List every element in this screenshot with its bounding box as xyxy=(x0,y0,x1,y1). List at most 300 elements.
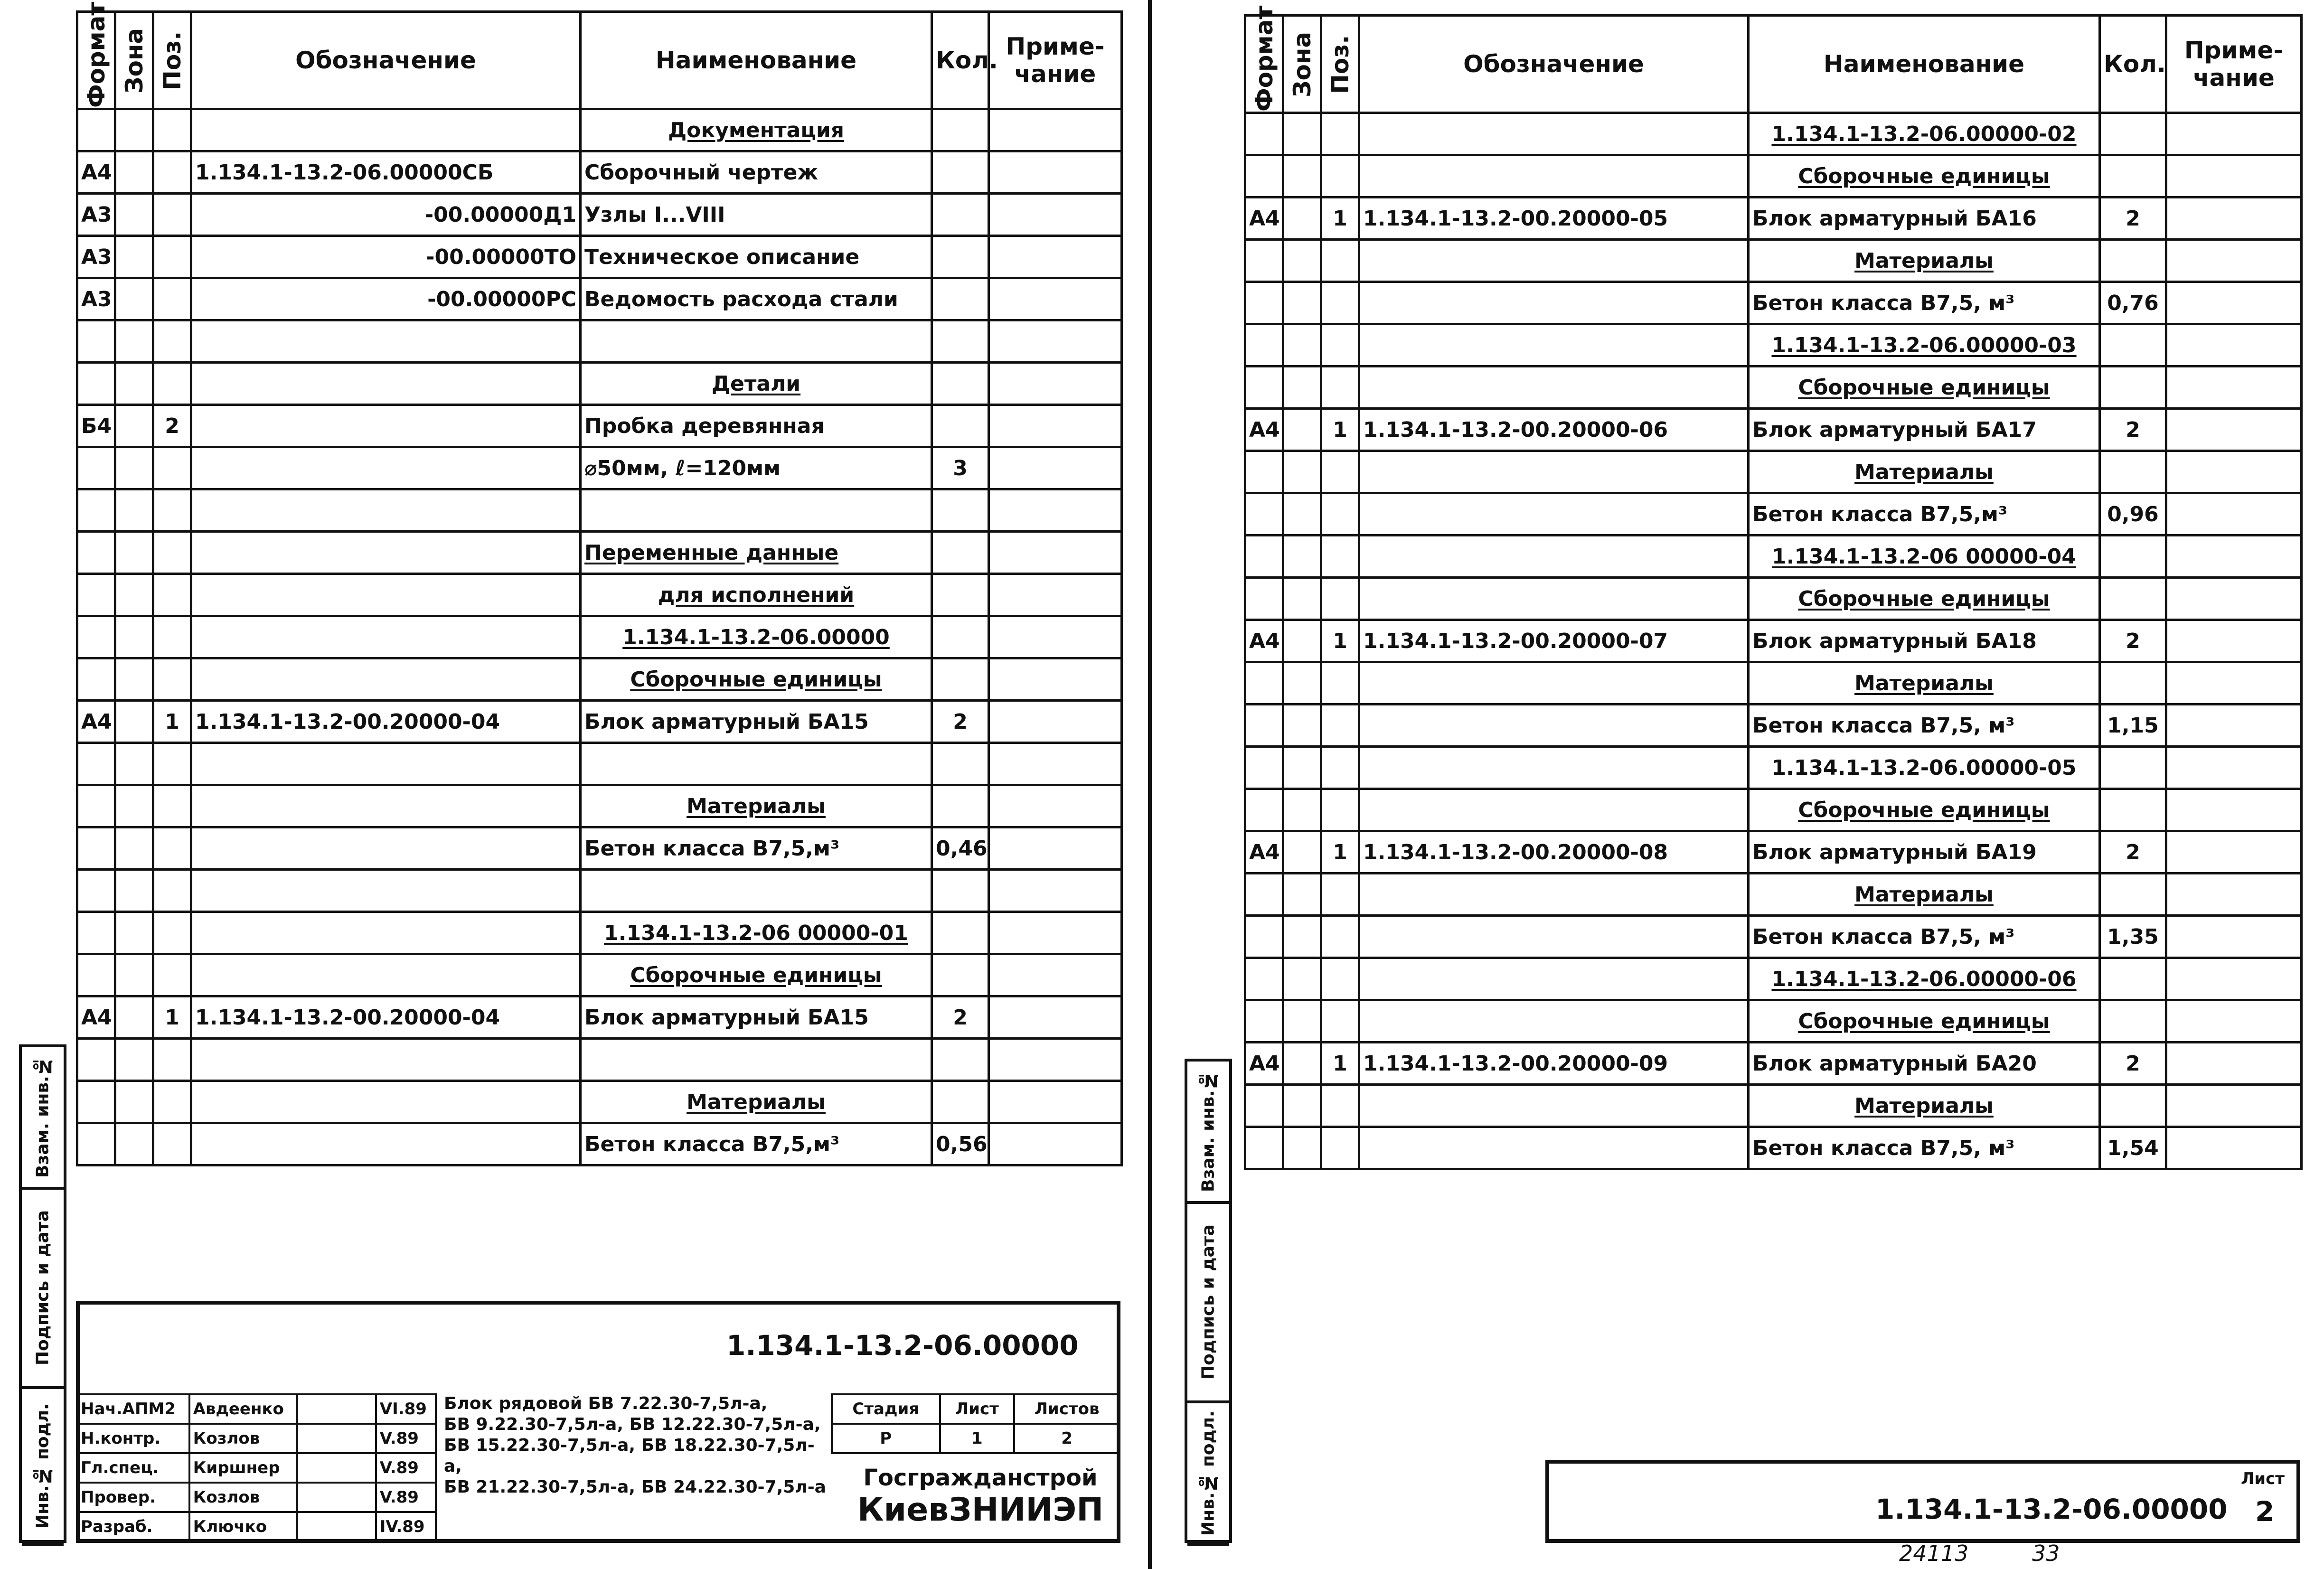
name-cell: 1.134.1-13.2-06.00000 xyxy=(581,616,932,658)
signature-role: Разраб. xyxy=(77,1512,189,1541)
zone-cell xyxy=(115,996,153,1039)
zone-cell xyxy=(115,827,153,870)
name-cell: Материалы xyxy=(1749,451,2100,493)
zone-cell xyxy=(115,363,153,405)
designation-cell xyxy=(191,489,581,532)
product-title-line-1: Блок рядовой БВ 7.22.30-7,5л-а, xyxy=(444,1394,768,1413)
note-cell xyxy=(989,574,1122,616)
zone-cell xyxy=(115,912,153,954)
org-line-1: Госгражданстрой xyxy=(863,1465,1098,1491)
name-cell: Бетон класса В7,5,м³ xyxy=(581,1123,932,1165)
qty-cell xyxy=(932,1039,989,1081)
name-cell xyxy=(581,870,932,912)
header-pos: Поз. xyxy=(1321,16,1359,113)
format-cell xyxy=(77,785,115,827)
zone-cell xyxy=(1283,113,1321,155)
designation-cell xyxy=(191,1123,581,1165)
designation-cell xyxy=(1359,1000,1749,1043)
format-cell xyxy=(1245,324,1283,366)
pos-cell xyxy=(153,1123,191,1165)
name-cell: Блок арматурный БА18 xyxy=(1749,620,2100,662)
qty-cell: 2 xyxy=(932,701,989,743)
table-row xyxy=(77,363,1122,405)
qty-cell: 2 xyxy=(2100,1043,2166,1085)
inventory-number: 24113 xyxy=(1899,1541,1969,1566)
table-row xyxy=(77,827,1122,870)
table-row xyxy=(1245,240,2302,282)
pos-cell xyxy=(1321,916,1359,958)
designation-cell xyxy=(1359,578,1749,620)
designation-cell xyxy=(1359,705,1749,747)
pos-cell xyxy=(1321,747,1359,789)
designation-cell xyxy=(191,363,581,405)
side-label-vzam-inv: Взам. инв.№ xyxy=(1187,1062,1229,1204)
designation-cell xyxy=(191,532,581,574)
note-cell xyxy=(2166,366,2302,409)
left-doc-code: 1.134.1-13.2-06.00000 xyxy=(726,1329,1079,1362)
signature-role: Н.контр. xyxy=(77,1424,189,1453)
format-cell xyxy=(1245,916,1283,958)
name-cell: Блок арматурный БА20 xyxy=(1749,1043,2100,1085)
right-spec-table xyxy=(1244,5,2303,1170)
header-qty: Кол. xyxy=(2100,16,2166,113)
name-cell: 1.134.1-13.2-06.00000-02 xyxy=(1749,113,2100,155)
pos-cell xyxy=(1321,282,1359,324)
note-cell xyxy=(989,532,1122,574)
pos-cell xyxy=(153,363,191,405)
name-cell: Блок арматурный БА15 xyxy=(581,996,932,1039)
name-cell: Сборочные единицы xyxy=(581,658,932,701)
pos-cell xyxy=(153,532,191,574)
format-cell xyxy=(77,532,115,574)
note-cell xyxy=(2166,451,2302,493)
format-cell: А3 xyxy=(77,236,115,278)
note-cell xyxy=(989,658,1122,701)
format-cell xyxy=(77,447,115,489)
table-row xyxy=(77,236,1122,278)
qty-cell xyxy=(2100,155,2166,197)
table-row xyxy=(1245,789,2302,831)
zone-cell xyxy=(1283,324,1321,366)
pos-cell xyxy=(153,574,191,616)
qty-cell: 0,96 xyxy=(2100,493,2166,536)
note-cell xyxy=(2166,536,2302,578)
table-row xyxy=(77,912,1122,954)
qty-cell xyxy=(932,320,989,363)
designation-cell xyxy=(1359,493,1749,536)
right-doc-code: 1.134.1-13.2-06.00000 xyxy=(1875,1493,2228,1525)
format-cell: А4 xyxy=(1245,831,1283,874)
page-number: 33 xyxy=(2032,1541,2060,1566)
table-row xyxy=(77,320,1122,363)
qty-cell xyxy=(2100,789,2166,831)
qty-cell xyxy=(2100,958,2166,1000)
note-cell xyxy=(2166,1043,2302,1085)
name-cell: Пробка деревянная xyxy=(581,405,932,447)
qty-cell: 0,76 xyxy=(2100,282,2166,324)
pos-cell xyxy=(1321,536,1359,578)
header-name: Наименование xyxy=(581,12,932,109)
name-cell: Узлы I...VIII xyxy=(581,194,932,236)
name-cell: Бетон класса В7,5, м³ xyxy=(1749,282,2100,324)
qty-cell xyxy=(2100,578,2166,620)
zone-cell xyxy=(1283,578,1321,620)
qty-cell: 1,15 xyxy=(2100,705,2166,747)
table-row xyxy=(77,658,1122,701)
designation-cell xyxy=(1359,536,1749,578)
note-cell xyxy=(989,996,1122,1039)
qty-cell xyxy=(932,912,989,954)
zone-cell xyxy=(1283,1085,1321,1127)
name-cell: Материалы xyxy=(581,785,932,827)
table-row xyxy=(1245,874,2302,916)
designation-cell: 1.134.1-13.2-00.20000-09 xyxy=(1359,1043,1749,1085)
format-cell xyxy=(77,574,115,616)
note-cell xyxy=(2166,409,2302,451)
table-row xyxy=(77,1039,1122,1081)
side-label-podp-data: Подпись и дата xyxy=(22,1190,64,1389)
qty-cell xyxy=(932,236,989,278)
signature-name: Киршнер xyxy=(189,1453,297,1483)
designation-cell xyxy=(191,912,581,954)
format-cell xyxy=(77,109,115,151)
header-zone: Зона xyxy=(115,12,153,109)
zone-cell xyxy=(1283,240,1321,282)
qty-cell xyxy=(932,658,989,701)
pos-cell xyxy=(1321,155,1359,197)
note-cell xyxy=(2166,916,2302,958)
pos-cell xyxy=(153,194,191,236)
pos-cell xyxy=(1321,1000,1359,1043)
qty-cell xyxy=(2100,240,2166,282)
name-cell: Детали xyxy=(581,363,932,405)
pos-cell xyxy=(153,236,191,278)
name-cell: Техническое описание xyxy=(581,236,932,278)
header-format: Формат xyxy=(1245,16,1283,113)
header-designation: Обозначение xyxy=(191,12,581,109)
format-cell xyxy=(77,1039,115,1081)
pos-cell: 1 xyxy=(1321,409,1359,451)
note-cell xyxy=(2166,493,2302,536)
header-pos: Поз. xyxy=(153,12,191,109)
zone-cell xyxy=(1283,831,1321,874)
qty-cell xyxy=(2100,366,2166,409)
zone-cell xyxy=(115,447,153,489)
name-cell: Материалы xyxy=(1749,240,2100,282)
left-spec-table xyxy=(76,1,1123,1166)
zone-cell xyxy=(115,109,153,151)
pos-cell: 1 xyxy=(1321,831,1359,874)
sheet-label: Лист xyxy=(940,1394,1015,1424)
header-format: Формат xyxy=(77,12,115,109)
side-label-inv-podl: Инв.№ подл. xyxy=(22,1389,64,1546)
signature-name: Козлов xyxy=(189,1483,297,1512)
qty-cell: 3 xyxy=(932,447,989,489)
table-row xyxy=(1245,916,2302,958)
name-cell: 1.134.1-13.2-06.00000-06 xyxy=(1749,958,2100,1000)
table-row xyxy=(1245,366,2302,409)
stage-label: Стадия xyxy=(832,1394,940,1424)
name-cell: для исполнений xyxy=(581,574,932,616)
pos-cell: 1 xyxy=(153,701,191,743)
qty-cell xyxy=(2100,747,2166,789)
table-row xyxy=(1245,1000,2302,1043)
pos-cell xyxy=(1321,113,1359,155)
format-cell xyxy=(77,743,115,785)
signature-row xyxy=(77,1453,436,1483)
name-cell xyxy=(581,1039,932,1081)
pos-cell xyxy=(1321,1085,1359,1127)
format-cell xyxy=(1245,240,1283,282)
qty-cell xyxy=(2100,113,2166,155)
table-row xyxy=(1245,451,2302,493)
zone-cell xyxy=(115,1039,153,1081)
format-cell xyxy=(77,912,115,954)
qty-cell xyxy=(932,743,989,785)
name-cell: Сборочные единицы xyxy=(1749,366,2100,409)
organization xyxy=(840,1465,1120,1529)
name-cell: Сборочные единицы xyxy=(1749,155,2100,197)
zone-cell xyxy=(1283,1043,1321,1085)
pos-cell xyxy=(153,658,191,701)
format-cell: А3 xyxy=(77,278,115,320)
name-cell: 1.134.1-13.2-06.00000-03 xyxy=(1749,324,2100,366)
qty-cell: 2 xyxy=(2100,620,2166,662)
pos-cell: 1 xyxy=(1321,620,1359,662)
table-row xyxy=(1245,113,2302,155)
table-row xyxy=(1245,1127,2302,1169)
name-cell: Сборочные единицы xyxy=(1749,578,2100,620)
designation-cell: 1.134.1-13.2-00.20000-08 xyxy=(1359,831,1749,874)
note-cell xyxy=(2166,831,2302,874)
name-cell: Материалы xyxy=(581,1081,932,1123)
zone-cell xyxy=(115,954,153,996)
designation-cell xyxy=(1359,1085,1749,1127)
note-cell xyxy=(989,151,1122,194)
zone-cell xyxy=(1283,789,1321,831)
name-cell: Бетон класса В7,5, м³ xyxy=(1749,705,2100,747)
signature-sign xyxy=(297,1394,376,1424)
signature-name: Авдеенко xyxy=(189,1394,297,1424)
name-cell: Сборочные единицы xyxy=(1749,1000,2100,1043)
format-cell xyxy=(1245,578,1283,620)
name-cell: Сборочные единицы xyxy=(1749,789,2100,831)
name-cell: Блок арматурный БА19 xyxy=(1749,831,2100,874)
designation-cell: 1.134.1-13.2-00.20000-06 xyxy=(1359,409,1749,451)
format-cell xyxy=(1245,282,1283,324)
pos-cell xyxy=(153,278,191,320)
qty-cell xyxy=(932,532,989,574)
signature-sign xyxy=(297,1453,376,1483)
right-rows xyxy=(1245,113,2302,1169)
name-cell xyxy=(581,320,932,363)
name-cell: Бетон класса В7,5,м³ xyxy=(581,827,932,870)
designation-cell xyxy=(1359,282,1749,324)
signature-row xyxy=(77,1394,436,1424)
table-row xyxy=(1245,705,2302,747)
right-side-strip xyxy=(1185,1059,1232,1543)
note-cell xyxy=(989,194,1122,236)
pos-cell xyxy=(1321,1127,1359,1169)
name-cell: Материалы xyxy=(1749,874,2100,916)
qty-cell: 0,56 xyxy=(932,1123,989,1165)
pos-cell xyxy=(1321,324,1359,366)
pos-cell xyxy=(153,912,191,954)
note-cell xyxy=(989,278,1122,320)
designation-cell: 1.134.1-13.2-00.20000-04 xyxy=(191,701,581,743)
format-cell xyxy=(1245,451,1283,493)
designation-cell: 1.134.1-13.2-00.20000-04 xyxy=(191,996,581,1039)
note-cell xyxy=(2166,1085,2302,1127)
format-cell xyxy=(77,658,115,701)
zone-cell xyxy=(115,658,153,701)
qty-cell xyxy=(2100,324,2166,366)
header-designation: Обозначение xyxy=(1359,16,1749,113)
right-sheet-number: 2 xyxy=(2255,1495,2275,1528)
designation-cell xyxy=(191,447,581,489)
signature-date: VI.89 xyxy=(376,1394,436,1424)
table-row xyxy=(1245,536,2302,578)
header-note: Приме-чание xyxy=(989,12,1122,109)
pos-cell xyxy=(1321,493,1359,536)
format-cell xyxy=(1245,958,1283,1000)
designation-cell xyxy=(191,109,581,151)
signature-name: Ключко xyxy=(189,1512,297,1541)
format-cell xyxy=(1245,874,1283,916)
pos-cell xyxy=(153,827,191,870)
note-cell xyxy=(2166,240,2302,282)
zone-cell xyxy=(115,194,153,236)
name-cell: Бетон класса В7,5, м³ xyxy=(1749,1127,2100,1169)
table-row xyxy=(1245,493,2302,536)
name-cell: ⌀50мм, ℓ=120мм xyxy=(581,447,932,489)
qty-cell xyxy=(2100,874,2166,916)
note-cell xyxy=(989,743,1122,785)
zone-cell xyxy=(115,1123,153,1165)
qty-cell xyxy=(2100,662,2166,705)
format-cell xyxy=(1245,155,1283,197)
qty-cell: 1,35 xyxy=(2100,916,2166,958)
side-label-podp-data: Подпись и дата xyxy=(1187,1204,1229,1403)
name-cell xyxy=(581,489,932,532)
note-cell xyxy=(989,1081,1122,1123)
format-cell xyxy=(1245,1085,1283,1127)
format-cell xyxy=(77,870,115,912)
table-row xyxy=(77,447,1122,489)
designation-cell xyxy=(191,827,581,870)
designation-cell xyxy=(1359,113,1749,155)
table-row xyxy=(77,996,1122,1039)
zone-cell xyxy=(1283,451,1321,493)
designation-cell: -00.00000Д1 xyxy=(191,194,581,236)
table-row xyxy=(77,743,1122,785)
format-cell xyxy=(1245,662,1283,705)
zone-cell xyxy=(1283,874,1321,916)
pos-cell xyxy=(1321,874,1359,916)
name-cell: Сборочные единицы xyxy=(581,954,932,996)
pos-cell: 1 xyxy=(1321,1043,1359,1085)
pos-cell xyxy=(153,785,191,827)
header-qty: Кол. xyxy=(932,12,989,109)
pos-cell xyxy=(1321,662,1359,705)
format-cell xyxy=(77,616,115,658)
pos-cell xyxy=(153,870,191,912)
format-cell: А4 xyxy=(1245,409,1283,451)
qty-cell: 0,46 xyxy=(932,827,989,870)
table-row xyxy=(1245,197,2302,240)
table-row xyxy=(77,109,1122,151)
note-cell xyxy=(2166,958,2302,1000)
org-line-2: КиевЗНИИЭП xyxy=(857,1491,1104,1529)
table-row xyxy=(1245,620,2302,662)
signature-date: IV.89 xyxy=(376,1512,436,1541)
table-row xyxy=(1245,282,2302,324)
qty-cell: 2 xyxy=(932,996,989,1039)
designation-cell xyxy=(1359,240,1749,282)
signature-name: Козлов xyxy=(189,1424,297,1453)
format-cell: А4 xyxy=(1245,197,1283,240)
format-cell xyxy=(77,363,115,405)
zone-cell xyxy=(1283,747,1321,789)
qty-cell xyxy=(932,489,989,532)
zone-cell xyxy=(115,574,153,616)
qty-cell xyxy=(932,785,989,827)
table-row xyxy=(77,616,1122,658)
zone-cell xyxy=(1283,493,1321,536)
note-cell xyxy=(2166,1000,2302,1043)
table-row xyxy=(77,151,1122,194)
name-cell: Ведомость расхода стали xyxy=(581,278,932,320)
format-cell: А4 xyxy=(1245,620,1283,662)
table-row xyxy=(77,574,1122,616)
note-cell xyxy=(989,701,1122,743)
designation-cell xyxy=(191,870,581,912)
designation-cell xyxy=(1359,1127,1749,1169)
zone-cell xyxy=(1283,282,1321,324)
format-cell xyxy=(1245,493,1283,536)
pos-cell xyxy=(1321,789,1359,831)
note-cell xyxy=(989,236,1122,278)
zone-cell xyxy=(1283,409,1321,451)
name-cell: Блок арматурный БА16 xyxy=(1749,197,2100,240)
pos-cell xyxy=(1321,451,1359,493)
name-cell: Бетон класса В7,5, м³ xyxy=(1749,916,2100,958)
zone-cell xyxy=(1283,536,1321,578)
note-cell xyxy=(2166,747,2302,789)
name-cell: 1.134.1-13.2-06 00000-01 xyxy=(581,912,932,954)
name-cell: Сборочный чертеж xyxy=(581,151,932,194)
format-cell xyxy=(77,1081,115,1123)
pos-cell: 1 xyxy=(1321,197,1359,240)
table-row xyxy=(77,532,1122,574)
side-label-inv-podl: Инв.№ подл. xyxy=(1187,1403,1229,1546)
qty-cell xyxy=(932,405,989,447)
name-cell: Материалы xyxy=(1749,1085,2100,1127)
format-cell xyxy=(1245,113,1283,155)
designation-cell xyxy=(191,616,581,658)
note-cell xyxy=(989,954,1122,996)
zone-cell xyxy=(115,236,153,278)
table-row xyxy=(77,701,1122,743)
table-row xyxy=(77,1123,1122,1165)
pos-cell xyxy=(1321,958,1359,1000)
pos-cell xyxy=(153,320,191,363)
signature-sign xyxy=(297,1483,376,1512)
format-cell: А4 xyxy=(77,701,115,743)
qty-cell xyxy=(932,870,989,912)
sheet-value: 1 xyxy=(940,1424,1015,1453)
qty-cell xyxy=(932,616,989,658)
